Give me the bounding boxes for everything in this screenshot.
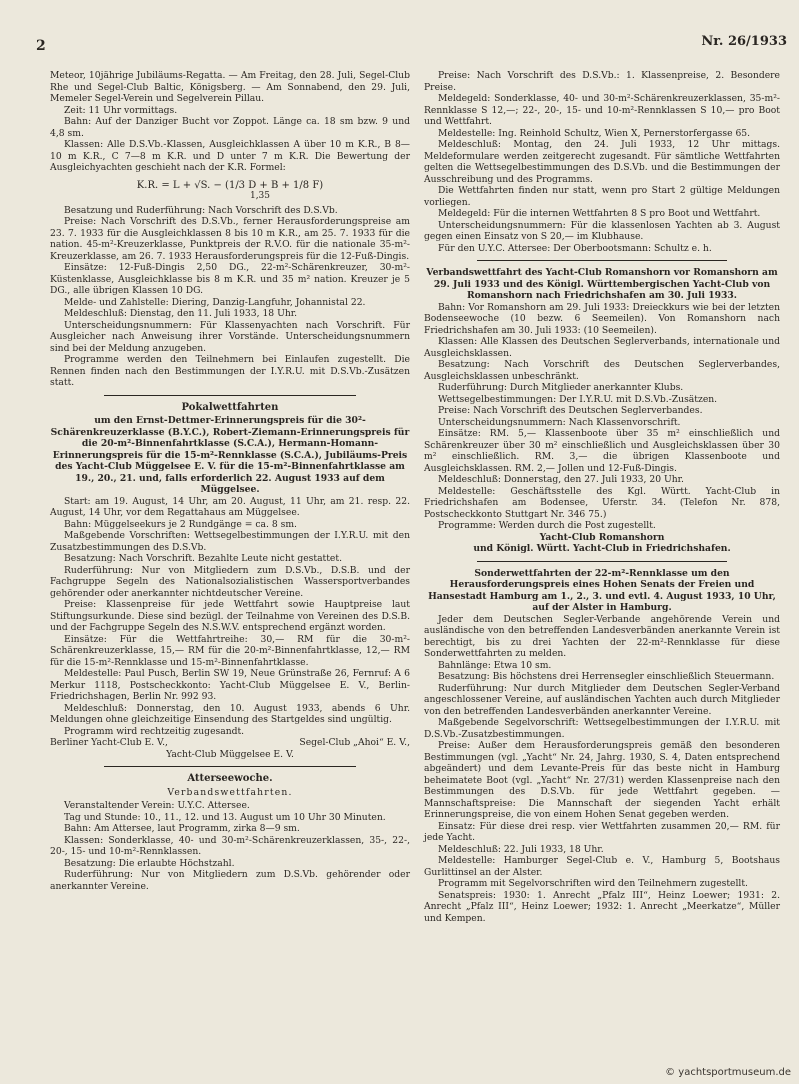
- r-jeder: Jeder dem Deutschen Segler-Verbande angehörende Verein und ausländische von den betreffenden Landesverbänden anerkannte Verein ist berechtigt, bis zu drei Yachten der 22-m²-Rennklasse für diese Sonderwettfahrten zu melden.: [424, 613, 780, 659]
- r-preise3: Preise: Außer dem Herausforderungspreis gemäß den besonderen Bestimmungen (vgl. „Yacht“ Nr. 24, Jahrg. 1930, S. 4, Daten entsprechend abgeändert) und dem Levante-Preis für das beste nicht in Hamburg beheimatete Boot (vgl. „Yacht“ Nr. 27/31) werden Klassenpreise nach den Bestimmungen des D.S.Vb. für jede Wettfahrt gegeben. — Mannschaftspreise: Die Mannschaft der siegenden Yacht erhält Erinnerungspreise, die von einem Hohen Senat gegeben werden.: [424, 740, 780, 820]
- besatzung: Besatzung und Ruderführung: Nach Vorschrift des D.S.Vb.: [64, 204, 338, 216]
- besatzung2: Besatzung: Nach Vorschrift. Bezahlte Leute nicht gestattet.: [64, 553, 342, 564]
- klassen3: Klassen: Sonderklasse, 40- und 30-m²-Schärenkreuzerklassen, 35-, 22-, 20-, 15- und 10-m²-Rennklassen.: [50, 834, 410, 857]
- r-meldestelle3: Meldestelle: Hamburger Segel-Club e. V., Hamburg 5, Bootshaus Gurlittinsel an der Alster.: [424, 855, 780, 878]
- formula-numerator: K.R. = L + √S. − (1/3 D + B + 1/8 F): [136, 179, 324, 191]
- clubs-line1: [50, 737, 410, 749]
- formula-denominator: 1,35: [249, 191, 271, 201]
- right-column: [424, 70, 780, 924]
- club-ahoi: Segel-Club „Ahoi“ E. V.,: [299, 737, 410, 748]
- r-programm3: Programm mit Segelvorschriften wird den Teilnehmern zugestellt.: [438, 878, 748, 889]
- r-unterscheidung2: Unterscheidungsnummern: Nach Klassenvorschrift.: [438, 416, 681, 428]
- r-einsaetze: Einsätze: RM. 5,— Klassenboote über 35 m² einschließlich und Schärenkreuzer über 30 m² einschließlich und Ausgleichsklassen über 30 m² einschließlich. RM. 3,— die übrigen Klassenboote und Ausgleichsklassen. RM. 2,— Jollen und 12-Fuß-Dingis.: [424, 428, 780, 474]
- attersee-subtitle: Verbandswettfahrten.: [167, 786, 293, 798]
- kr-formula: [50, 180, 410, 203]
- r-senatspreis: Senatspreis: 1930: 1. Anrecht „Pfalz III“, Heinz Loewer; 1931: 2. Anrecht „Pfalz III“, Heinz Loewer; 1932: 1. Anrecht „Meerkatze“, Müller und Kempen.: [424, 889, 780, 924]
- meldeschluss2: Meldeschluß: Donnerstag, den 10. August 1933, abends 6 Uhr. Meldungen ohne gleichzeitige Einsendung des Startgeldes sind ungültig.: [50, 702, 410, 725]
- pokal-title: Pokalwettfahrten: [181, 401, 279, 413]
- ruderfuehrung3: Ruderführung: Nur von Mitgliedern zum D.S.Vb. gehörender oder anerkannter Vereine.: [50, 869, 410, 892]
- preise: Preise: Nach Vorschrift des D.S.Vb., ferner Herausforderungspreise am 23. 7. 1933 für die Ausgleichklassen 8 bis 10 m K.R., am 25. 7. 1933 für die nation. 45-m²-Kreuzerklasse, Punktpreis der R.V.O. für die nationale 35-m²-Kreuzerklasse, am 26. 7. 1933 Herausforderungspreis für die 12-Fuß-Dingis.: [50, 216, 410, 262]
- r-meldegeld: Meldegeld: Sonderklasse, 40- und 30-m²-Schärenkreuzerklassen, 35-m²-Rennklasse S 12,—; 22-, 20-, 15- und 10-m²-Rennklassen S 10,— pro Boot und Wettfahrt.: [424, 93, 780, 127]
- sonder-title: Sonderwettfahrten der 22-m²-Rennklasse um den Herausforderungspreis eines Hohen Senats der Freien und Hansestadt Hamburg am 1., 2., 3. und evtl. 4. August 1933, 10 Uhr, auf der Alster in Hamburg.: [428, 567, 776, 613]
- start: Start: am 19. August, 14 Uhr, am 20. August, 11 Uhr, am 21. resp. 22. August, 14 Uhr, vor dem Regattahaus am Müggelsee.: [50, 495, 410, 518]
- r-klassen: Klassen: Alle Klassen des Deutschen Seglerverbands, internationale und Ausgleichsklassen.: [424, 336, 780, 359]
- tag-stunde: Tag und Stunde: 10., 11., 12. und 13. August um 10 Uhr 30 Minuten.: [64, 811, 386, 823]
- r-bahnlaenge: Bahnlänge: Etwa 10 sm.: [438, 659, 552, 671]
- romanshorn-title: Verbandswettfahrt des Yacht-Club Romanshorn vor Romanshorn am 29. Juli 1933 und des Königl. Württembergischen Yacht-Club von Romanshorn nach Friedrichshafen am 30. Juli 1933.: [426, 267, 778, 301]
- intro-paragraph: Meteor, 10jährige Jubiläums-Regatta. — Am Freitag, den 28. Juli, Segel-Club Rhe und Segel-Club Baltic, Königsberg. — Am Sonnabend, den 29. Juli, Memeler Segel-Verein und Segelverein Pillau.: [50, 70, 410, 104]
- r-meldeschluss: Meldeschluß: Montag, den 24. Juli 1933, 12 Uhr mittags. Meldeformulare werden zeitgerecht zugesandt. Für sämtliche Wettfahrten gelten die Wettsegelbestimmungen des D.S.Vb. und die Bestimmungen der Ausschreibung und des Programms.: [424, 139, 780, 185]
- attersee-title: Atterseewoche.: [187, 773, 273, 784]
- preise2: Preise: Klassenpreise für jede Wettfahrt sowie Hauptpreise laut Stiftungsurkunde. Diese sind bezügl. der Teilnahme von Vereinen des D.S.B. und der Fachgruppe Segeln des N.S.W.V. entsprechend ergänzt worden.: [50, 599, 410, 633]
- meldestelle2: Meldestelle: Paul Pusch, Berlin SW 19, Neue Grünstraße 26, Fernruf: A 6 Merkur 1118, Postscheckkonto: Yacht-Club Müggelsee E. V., Berlin-Friedrichshagen, Berlin Nr. 992 93.: [50, 668, 410, 702]
- org-romanshorn: Yacht-Club Romanshorn: [539, 531, 665, 543]
- einsaetze: Einsätze: 12-Fuß-Dingis 2,50 DG., 22-m²-Schärenkreuzer, 30-m²-Küstenklasse, Ausgleichklasse bis 8 m K.R. und 35 m² nation. Kreuzer je 5 DG., alle übrigen Klassen 10 DG.: [50, 262, 410, 296]
- bahn: Bahn: Auf der Danziger Bucht vor Zoppot. Länge ca. 18 sm bzw. 9 und 4,8 sm.: [50, 116, 410, 139]
- r-meldestelle: Meldestelle: Ing. Reinhold Schultz, Wien X, Pernerstorfergasse 65.: [438, 127, 751, 139]
- bahn2: Bahn: Müggelseekurs je 2 Rundgänge = ca. 8 sm.: [64, 518, 297, 530]
- zeit: Zeit: 11 Uhr vormittags.: [64, 104, 178, 116]
- programm2: Programm wird rechtzeitig zugesandt.: [64, 725, 245, 737]
- klassen: Klassen: Alle D.S.Vb.-Klassen, Ausgleichklassen A über 10 m K.R., B 8—10 m K.R., C 7—8 m K.R. und D unter 7 m K.R. Die Bewertung der Ausgleichyachten geschieht nach der K.R. Formel:: [50, 139, 410, 173]
- r-bahn: Bahn: Vor Romanshorn am 29. Juli 1933: Dreieckkurs wie bei der letzten Bodenseewoche (10 bezw. 6 Seemeilen). Von Romanshorn nach Friedrichshafen am 30. Juli 1933: (10 Seemeilen).: [424, 301, 780, 336]
- r-programme: Programme: Werden durch die Post zugestellt.: [438, 520, 656, 531]
- melde-zahlstelle: Melde- und Zahlstelle: Diering, Danzig-Langfuhr, Johannistal 22.: [64, 296, 366, 308]
- ruderfuehrung2: Ruderführung: Nur von Mitgliedern zum D.S.Vb., D.S.B. und der Fachgruppe Segeln des Nationalsozialistischen Wassersportverbandes gehörender oder anerkannter nichtdeutscher Vereine.: [50, 564, 410, 599]
- r-meldeschluss3: Meldeschluß: 22. Juli 1933, 18 Uhr.: [438, 843, 604, 855]
- veranstalter: Veranstaltender Verein: U.Y.C. Attersee.: [64, 800, 250, 811]
- r-preise2: Preise: Nach Vorschrift des Deutschen Seglerverbandes.: [438, 405, 703, 416]
- programme: Programme werden den Teilnehmern bei Einlaufen zugestellt. Die Rennen finden nach den Bestimmungen der I.Y.R.U. mit D.S.Vb.-Zusätzen statt.: [50, 354, 410, 388]
- club-berliner: Berliner Yacht-Club E. V.,: [50, 737, 168, 748]
- r-wettsegel: Wettsegelbestimmungen: Der I.Y.R.U. mit D.S.Vb.-Zusätzen.: [438, 393, 718, 405]
- r-besatzung3: Besatzung: Bis höchstens drei Herrensegler einschließlich Steuermann.: [438, 671, 775, 682]
- r-besatzung: Besatzung: Nach Vorschrift des Deutschen Seglerverbandes, Ausgleichsklassen unbeschränkt.: [424, 359, 780, 382]
- divider: [104, 766, 356, 767]
- massgebende-vorschriften: Maßgebende Vorschriften: Wettsegelbestimmungen der I.Y.R.U. mit den Zusatzbestimmungen des D.S.Vb.: [50, 530, 410, 553]
- r-meldeschluss2: Meldeschluß: Donnerstag, den 27. Juli 1933, 20 Uhr.: [438, 474, 684, 485]
- club-mueggelsee: Yacht-Club Müggelsee E. V.: [166, 748, 294, 760]
- issue-number: Nr. 26/1933: [701, 34, 787, 49]
- pokal-body: um den Ernst-Dettmer-Erinnerungspreis für die 30²-Schärenkreuzerklasse (B.Y.C.), Robert-Ziemann-Erinnerungspreis für die 20-m²-Binnenfahrtklasse (S.C.A.), Hermann-Homann-Erinnerungspreis für die 15-m²-Rennklasse (S.C.A.), Jubiläums-Preis des Yacht-Club Müggelsee E. V. für die 15-m²-Binnenfahrtklasse am 19., 20., 21. und, falls erforderlich 22. August 1933 auf dem Müggelsee.: [50, 415, 410, 495]
- page-number: 2: [36, 38, 46, 54]
- r-massgebende: Maßgebende Segelvorschrift: Wettsegelbestimmungen der I.Y.R.U. mit D.S.Vb.-Zusatzbestimmungen.: [424, 717, 780, 740]
- divider: [477, 561, 726, 562]
- unterscheidungsnummern: Unterscheidungsnummern: Für Klassenyachten nach Vorschrift. Für Ausgleicher nach Anweisung ihrer Vorstände. Unterscheidungsnummern sind bei der Meldung anzugeben.: [50, 319, 410, 354]
- r-preise: Preise: Nach Vorschrift des D.S.Vb.: 1. Klassenpreise, 2. Besondere Preise.: [424, 70, 780, 93]
- besatzung3: Besatzung: Die erlaubte Höchstzahl.: [64, 857, 235, 869]
- org-wuerttemberg: und Königl. Württ. Yacht-Club in Friedrichshafen.: [473, 543, 731, 554]
- r-einsatz: Einsatz: Für diese drei resp. vier Wettfahrten zusammen 20,— RM. für jede Yacht.: [424, 820, 780, 843]
- r-ruderfuehrung: Ruderführung: Durch Mitglieder anerkannter Klubs.: [438, 382, 684, 393]
- r-signature: Für den U.Y.C. Attersee: Der Oberbootsmann: Schultz e. h.: [438, 242, 712, 254]
- bahn3: Bahn: Am Attersee, laut Programm, zirka 8—9 sm.: [64, 823, 300, 834]
- divider: [477, 260, 726, 261]
- watermark-text: © yachtsportmuseum.de: [665, 1067, 791, 1078]
- r-unterscheidung: Unterscheidungsnummern: Für die klassenlosen Yachten ab 3. August gegen einen Einsatz von S 20,— im Klubhause.: [424, 219, 780, 242]
- r-meldegeld2: Meldegeld: Für die internen Wettfahrten 8 S pro Boot und Wettfahrt.: [438, 208, 761, 219]
- r-meldestelle2: Meldestelle: Geschäftsstelle des Kgl. Württ. Yacht-Club in Friedrichshafen am Bodensee, Uferstr. 34. (Telefon Nr. 878, Postscheckkonto Stuttgart Nr. 346 75.): [424, 485, 780, 520]
- left-column: [50, 70, 410, 892]
- r-ruderfuehrung3: Ruderführung: Nur durch Mitglieder dem Deutschen Segler-Verband angeschlossener Vereine, auf ausländischen Yachten auch durch Mitglieder von den betreffenden Landesverbänden anerkannter Vereine.: [424, 682, 780, 717]
- divider: [104, 395, 356, 396]
- einsaetze2: Einsätze: Für die Wettfahrtreihe: 30,— RM für die 30-m²-Schärenkreuzerklasse, 15,— RM für die 20-m²-Binnenfahrtklasse, 12,— RM für die 15-m²-Rennklasse und 15-m²-Binnenfahrtklasse.: [50, 633, 410, 668]
- r-wettfahrten: Die Wettfahrten finden nur statt, wenn pro Start 2 gültige Meldungen vorliegen.: [424, 185, 780, 208]
- meldeschluss: Meldeschluß: Dienstag, den 11. Juli 1933, 18 Uhr.: [64, 308, 298, 319]
